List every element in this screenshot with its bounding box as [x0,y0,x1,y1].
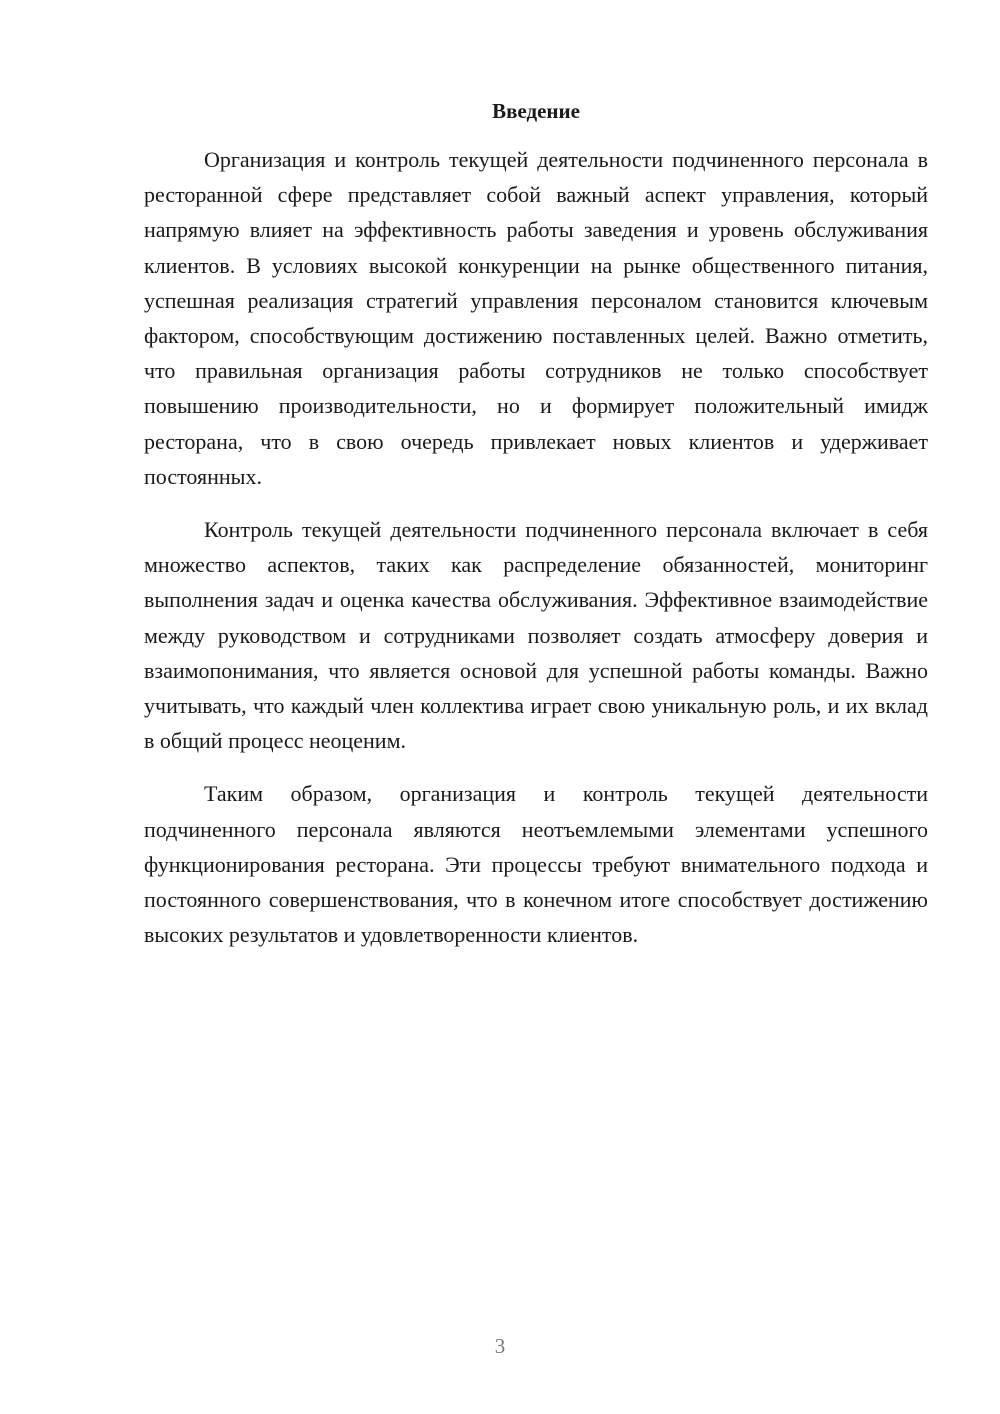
paragraph-3: Таким образом, организация и контроль текущей деятельности подчиненного персонала являются неотъемлемыми элементами успешного функционирования ресторана. Эти процессы требуют внимательного подхода и постоянного совершенствования, что в конечном итоге способствует достижению высоких результатов и удовлетворенности клиентов. [144,781,928,948]
page-number: 3 [494,1334,506,1358]
page-content [144,96,928,952]
section-heading: Введение [492,99,580,123]
paragraph-1: Организация и контроль текущей деятельности подчиненного персонала в ресторанной сфере представляет собой важный аспект управления, который напрямую влияет на эффективность работы заведения и уровень обслуживания клиентов. В условиях высокой конкуренции на рынке общественного питания, успешная реализация стратегий управления персоналом становится ключевым фактором, способствующим достижению поставленных целей. Важно отметить, что правильная организация работы сотрудников не только способствует повышению производительности, но и формирует положительный имидж ресторана, что в свою очередь привлекает новых клиентов и удерживает постоянных. [144,147,928,489]
paragraph-2: Контроль текущей деятельности подчиненного персонала включает в себя множество аспектов, таких как распределение обязанностей, мониторинг выполнения задач и оценка качества обслуживания. Эффективное взаимодействие между руководством и сотрудниками позволяет создать атмосферу доверия и взаимопонимания, что является основой для успешной работы команды. Важно учитывать, что каждый член коллектива играет свою уникальную роль, и их вклад в общий процесс неоценим. [144,517,928,754]
